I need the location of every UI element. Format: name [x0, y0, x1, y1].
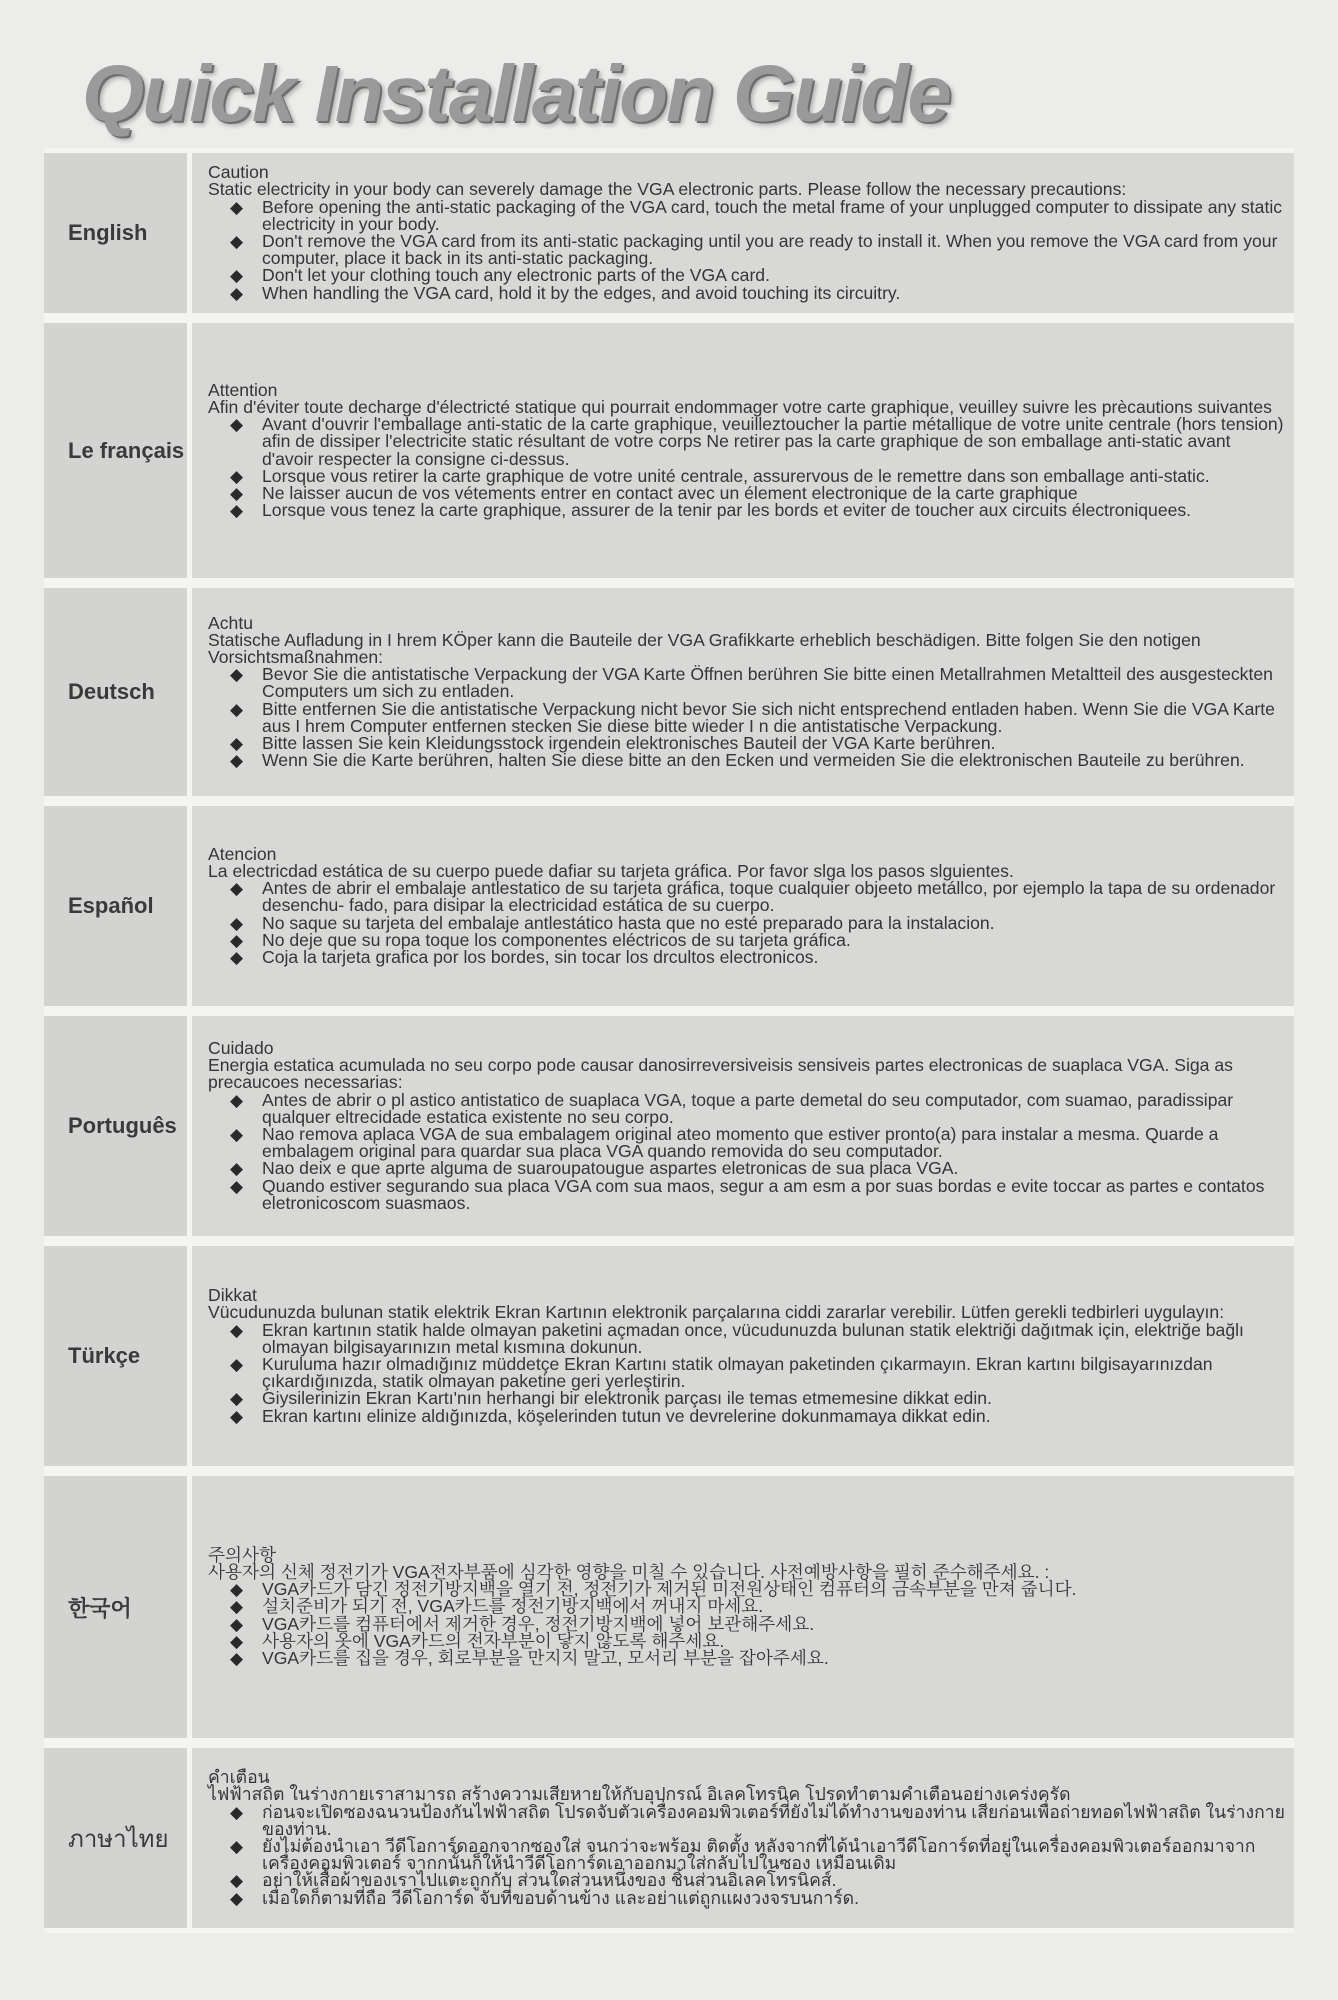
precaution-item: [208, 416, 1286, 468]
diamond-bullet-icon: ◆: [230, 283, 244, 303]
precaution-item: [208, 880, 1286, 914]
precaution-item: [208, 949, 1286, 966]
language-label: Português: [44, 1016, 192, 1236]
diamond-bullet-icon: ◆: [230, 665, 244, 685]
precaution-item: [208, 1319, 1286, 1357]
precaution-text: 사용자의 옷에 VGA카드의 전자부분이 닿지 않도록 해주세요.: [262, 1630, 725, 1651]
precaution-list: [208, 416, 1286, 519]
diamond-bullet-icon: ◆: [230, 930, 244, 950]
language-section: [44, 148, 1294, 318]
precaution-text: Coja la tarjeta grafica por los bordes, sin tocar los drcultos electronicos.: [262, 947, 819, 967]
caution-intro: Energia estatica acumulada no seu corpo pode causar danosirreversiveisis sensiveis partes electronicas de suaplaca VGA. Siga as precaucoes necessarias:: [208, 1055, 1233, 1093]
precaution-text: Bitte entfernen Sie die antistatische Verpackung nicht bevor Sie sich nicht entsprechend entladen haben. Wenn Sie die VGA Karte aus I hrem Computer entfernen stecken Sie diese bitte wieder I n die antistatische Verpackung.: [262, 698, 1275, 736]
section-content: [192, 323, 1294, 578]
precaution-item: [208, 502, 1286, 519]
diamond-bullet-icon: ◆: [230, 1389, 244, 1409]
diamond-bullet-icon: ◆: [230, 232, 244, 251]
precaution-text: Giysilerinizin Ekran Kartı'nın herhangi bir elektronik parçası ile temas etmemesine dikkat edin.: [262, 1388, 992, 1409]
diamond-bullet-icon: ◆: [230, 1320, 244, 1340]
diamond-bullet-icon: ◆: [230, 1159, 244, 1179]
section-content: [192, 1476, 1294, 1738]
diamond-bullet-icon: ◆: [230, 1125, 244, 1144]
precaution-text: ก่อนจะเปิดซองฉนวนป้องกันไฟฟ้าสถิต โปรดจับตัวเครื่องคอมพิวเตอร์ที่ยังไม่ได้ทำงานของท่าน เสียก่อนเพื่อถ่ายทอดไฟฟ้าสถิต ในร่างกายของท่าน.: [262, 1801, 1285, 1839]
caution-intro: La electricdad estática de su cuerpo puede dafiar su tarjeta gráfica. Por favor slga los pasos slguientes.: [208, 860, 1014, 881]
section-content: [192, 588, 1294, 796]
diamond-bullet-icon: ◆: [230, 266, 244, 286]
precaution-item: [208, 1356, 1286, 1390]
precaution-text: Before opening the anti-static packaging of the VGA card, touch the metal frame of your unplugged computer to dissipate any static electricity in your body.: [262, 196, 1283, 234]
precaution-item: [208, 1175, 1286, 1213]
caution-intro: Vücudunuzda bulunan statik elektrik Ekran Kartının elektronik parçalarına ciddi zararlar verebilir. Lütfen gerekli tedbirleri uygulayın:: [208, 1302, 1225, 1323]
precaution-text: No deje que su ropa toque los componentes eléctricos de su tarjeta gráfica.: [262, 929, 851, 950]
precaution-text: Nao remova aplaca VGA de sua embalagem original ateo momento que estiver pronto(a) para instalar a mesma. Quarde a embalagem original para quardar sua placa VGA quando removida do seu computador.: [262, 1124, 1219, 1162]
language-section: [44, 1011, 1294, 1241]
caution-intro: ไฟฟ้าสถิต ในร่างกายเราสามารถ สร้างความเสียหายให้กับอุปกรณ์ อิเลคโทรนิค โปรดทำตามคำเตือนอย่างเคร่งครัด: [208, 1784, 1071, 1805]
caution-heading: Cuidado: [208, 1037, 274, 1058]
precaution-text: VGA카드를 컴퓨터에서 제거한 경우, 정전기방지백에 넣어 보관해주세요.: [262, 1613, 815, 1634]
precaution-list: [208, 1801, 1286, 1908]
diamond-bullet-icon: ◆: [230, 415, 244, 435]
diamond-bullet-icon: ◆: [230, 1580, 244, 1600]
caution-heading: Achtu: [208, 612, 253, 633]
language-label: ภาษาไทย: [44, 1748, 192, 1928]
diamond-bullet-icon: ◆: [230, 1090, 244, 1110]
precaution-item: [208, 1801, 1286, 1839]
diamond-bullet-icon: ◆: [230, 1871, 244, 1891]
caution-heading: Attention: [208, 379, 278, 400]
precaution-text: Ekran kartını elinize aldığınızda, köşelerinden tutun ve devrelerine dokunmamaya dikkat edin.: [262, 1405, 991, 1426]
caution-heading: 주의사항: [208, 1544, 276, 1565]
precaution-item: [208, 196, 1286, 234]
precaution-text: When handling the VGA card, hold it by the edges, and avoid touching its circuitry.: [262, 282, 901, 303]
language-section: [44, 583, 1294, 801]
precaution-text: Bevor Sie die antistatische Verpackung der VGA Karte Öffnen berühren Sie bitte einen Metallrahmen Metaltteil des ausgesteckten Computers um sich zu entladen.: [262, 664, 1273, 702]
section-content: [192, 1016, 1294, 1236]
precaution-text: Don't let your clothing touch any electronic parts of the VGA card.: [262, 265, 770, 286]
caution-intro: 사용자의 신체 정전기가 VGA전자부품에 심각한 영향을 미칠 수 있습니다. 사전예방사항을 필히 준수해주세요. :: [208, 1561, 1050, 1582]
diamond-bullet-icon: ◆: [230, 1837, 244, 1856]
precaution-text: Ne laisser aucun de vos vétements entrer en contact avec un élement electronique de la carte graphique: [262, 482, 1078, 503]
diamond-bullet-icon: ◆: [230, 751, 244, 771]
precaution-text: VGA카드를 집을 경우, 회로부분을 만지지 말고, 모서리 부분을 잡아주세요.: [262, 1648, 829, 1668]
precaution-list: [208, 1089, 1286, 1213]
precaution-text: Quando estiver segurando sua placa VGA com sua maos, segur a am esm a por suas bordas e evite toccar as partes e contatos eletronicoscom suasmaos.: [262, 1175, 1265, 1213]
diamond-bullet-icon: ◆: [230, 699, 244, 719]
precaution-text: 설치준비가 되기 전, VGA카드를 정전기방지백에서 꺼내지 마세요.: [262, 1596, 764, 1617]
installation-guide-table: [44, 148, 1294, 1933]
diamond-bullet-icon: ◆: [230, 1597, 244, 1617]
language-label: Türkçe: [44, 1246, 192, 1466]
diamond-bullet-icon: ◆: [230, 879, 244, 899]
precaution-text: Kuruluma hazır olmadığınız müddetçe Ekran Kartını statik olmayan paketinden çıkarmayın. Ekran kartını bilgisayarınızdan çıkardığınızda, statik olmayan paketine geri yerleştirin.: [262, 1354, 1213, 1392]
precaution-item: [208, 1887, 1286, 1908]
precaution-item: [208, 233, 1286, 267]
diamond-bullet-icon: ◆: [230, 1355, 244, 1374]
precaution-item: [208, 282, 1286, 303]
precaution-text: Bitte lassen Sie kein Kleidungsstock irgendein elektronisches Bauteil der VGA Karte berühren.: [262, 733, 996, 753]
diamond-bullet-icon: ◆: [230, 1802, 244, 1822]
language-label: English: [44, 153, 192, 313]
diamond-bullet-icon: ◆: [230, 1888, 244, 1908]
caution-intro: Static electricity in your body can severely damage the VGA electronic parts. Please follow the necessary precautions:: [208, 179, 1127, 200]
precaution-text: อย่าให้เสื้อผ้าของเราไปแตะถูกกับ ส่วนใดส่วนหนึ่งของ ชิ้นส่วนอิเลคโทรนิคส์.: [262, 1870, 837, 1891]
diamond-bullet-icon: ◆: [230, 1176, 244, 1196]
language-section: [44, 1743, 1294, 1933]
precaution-text: Lorsque vous retirer la carte graphique de votre unité centrale, assurervous de le remettre dans son emballage anti-static.: [262, 465, 1210, 486]
diamond-bullet-icon: ◆: [230, 466, 244, 486]
precaution-item: [208, 1126, 1286, 1160]
caution-heading: Caution: [208, 162, 269, 183]
precaution-text: เมื่อใดก็ตามที่ถือ วีดีโอการ์ด จับที่ขอบด้านข้าง และอย่าแต่ถูกแผงวงจรบนการ์ด.: [262, 1887, 859, 1908]
precaution-list: [208, 1581, 1286, 1667]
section-content: [192, 1246, 1294, 1466]
language-label: 한국어: [44, 1476, 192, 1738]
caution-heading: Dikkat: [208, 1285, 257, 1306]
language-label: Deutsch: [44, 588, 192, 796]
precaution-list: [208, 196, 1286, 303]
precaution-item: [208, 1650, 1286, 1667]
diamond-bullet-icon: ◆: [230, 734, 244, 753]
precaution-text: Nao deix e que aprte alguma de suaroupatougue aspartes eletronicas de sua placa VGA.: [262, 1158, 959, 1179]
precaution-text: No saque su tarjeta del embalaje antlestático hasta que no esté preparado para la instalacion.: [262, 912, 995, 933]
precaution-text: Don't remove the VGA card from its anti-static packaging until you are ready to install it. When you remove the VGA card from your computer, place it back in its anti-static packaging.: [262, 231, 1278, 269]
caution-intro: Statische Aufladung in I hrem KÖper kann die Bauteile der VGA Grafikkarte erheblich beschädigen. Bitte folgen Sie den notigen Vorsichtsmaßnahmen:: [208, 629, 1201, 667]
diamond-bullet-icon: ◆: [230, 501, 244, 521]
language-label: Le français: [44, 323, 192, 578]
diamond-bullet-icon: ◆: [230, 1649, 244, 1668]
precaution-list: [208, 666, 1286, 769]
precaution-list: [208, 880, 1286, 966]
language-section: [44, 1241, 1294, 1471]
precaution-text: Avant d'ouvrir l'emballage anti-static de la carte graphique, veuilleztoucher la partie métallique de votre unite centrale (hors tension) afin de dissiper l'electricite static résultant de votre corps Ne retirer pas la carte graphique de son emballage anti-static avant d'avoir respecter la consigne ci-dessus.: [262, 414, 1284, 469]
precaution-list: [208, 1319, 1286, 1426]
precaution-item: [208, 752, 1286, 769]
diamond-bullet-icon: ◆: [230, 483, 244, 503]
precaution-item: [208, 1089, 1286, 1127]
diamond-bullet-icon: ◆: [230, 1614, 244, 1634]
diamond-bullet-icon: ◆: [230, 1406, 244, 1426]
language-section: [44, 1471, 1294, 1743]
precaution-text: ยังไม่ต้องนำเอา วีดีโอการ์ดออกจากซองใส่ จนกว่าจะพร้อม ติดตั้ง หลังจากที่ได้นำเอาวีดีโอการ์ดที่อยู่ในเครื่องคอมพิวเตอร์ออกมาจากเครื่องคอมพิวเตอร์ จากกนั้นก็ให้นำวีดีโอการ์ดเอาออกมาใส่กลับไปในซอง เหมือนเดิม: [262, 1836, 1256, 1874]
diamond-bullet-icon: ◆: [230, 913, 244, 933]
language-section: [44, 801, 1294, 1011]
section-content: [192, 1748, 1294, 1928]
precaution-text: Antes de abrir o pl astico antistatico de suaplaca VGA, toque a parte demetal do seu computador, com suamao, paradissipar qualquer eltrecidade estatica existente no seu corpo.: [262, 1089, 1234, 1127]
precaution-item: [208, 1838, 1286, 1872]
precaution-text: Ekran kartının statik halde olmayan paketini açmadan once, vücudunuzda bulunan statik elektriği dağıtmak için, elektriğe bağlı olmayan bilgisayarınızın metal kısmına dokunun.: [262, 1319, 1244, 1357]
section-content: [192, 153, 1294, 313]
precaution-item: [208, 698, 1286, 736]
caution-heading: คำเตือน: [208, 1767, 270, 1788]
language-label: Español: [44, 806, 192, 1006]
section-content: [192, 806, 1294, 1006]
precaution-item: [208, 1405, 1286, 1426]
precaution-text: Antes de abrir el embalaje antlestatico de su tarjeta gráfica, toque cualquier objeeto metállco, por ejemplo la tapa de su ordenador desenchu- fado, para disipar la electricidad estática de su cuerpo.: [262, 878, 1276, 916]
diamond-bullet-icon: ◆: [230, 1631, 244, 1651]
caution-intro: Afin d'éviter toute decharge d'électricté statique qui pourrait endommager votre carte graphique, veuilley suivre les prècautions suivantes: [208, 396, 1272, 417]
precaution-text: Lorsque vous tenez la carte graphique, assurer de la tenir par les bords et eviter de toucher aux circuits électroniquees.: [262, 500, 1192, 521]
diamond-bullet-icon: ◆: [230, 197, 244, 217]
page-title: Quick Installation Guide: [82, 49, 950, 138]
language-section: [44, 318, 1294, 583]
precaution-text: VGA카드가 담긴 정전기방지백을 열기 전, 정전기가 제거된 미전원상태인 컴퓨터의 금속부분을 만져 줍니다.: [262, 1579, 1077, 1600]
caution-heading: Atencion: [208, 843, 277, 864]
precaution-text: Wenn Sie die Karte berühren, halten Sie diese bitte an den Ecken und vermeiden Sie die elektronischen Bauteile zu berühren.: [262, 750, 1245, 771]
precaution-item: [208, 666, 1286, 700]
diamond-bullet-icon: ◆: [230, 948, 244, 967]
